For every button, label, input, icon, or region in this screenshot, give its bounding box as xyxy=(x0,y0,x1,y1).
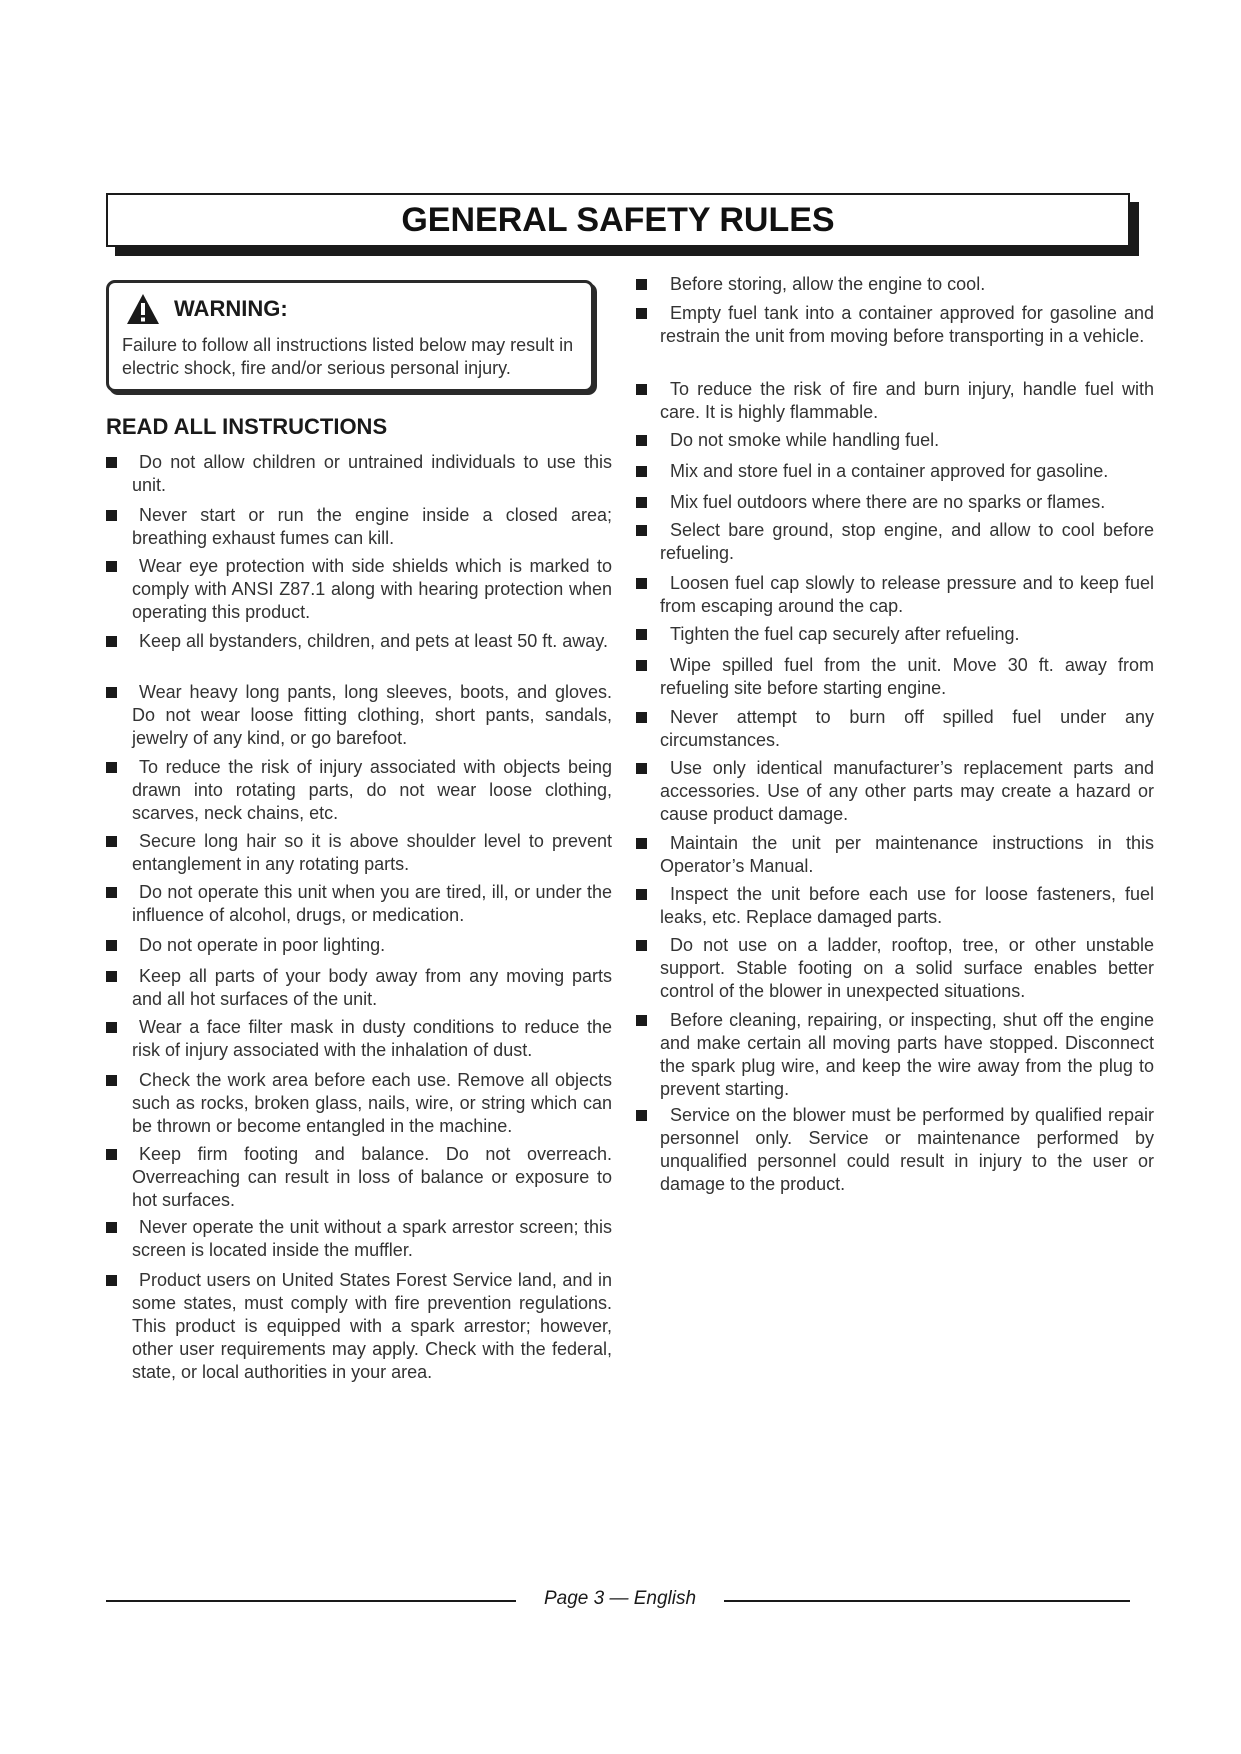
rule-item xyxy=(636,1009,1154,1101)
rule-item xyxy=(106,1216,612,1262)
rule-text: Wear heavy long pants, long sleeves, boots, and gloves. Do not wear loose fitting clothing, short pants, sandals, jewelry of any kind, or go barefoot. xyxy=(132,682,612,748)
rule-text: Inspect the unit before each use for loose fasteners, fuel leaks, etc. Replace damaged parts. xyxy=(660,884,1154,927)
rule-item xyxy=(636,1104,1154,1196)
square-bullet-icon xyxy=(636,466,647,477)
square-bullet-icon xyxy=(636,838,647,849)
rule-text: Do not allow children or untrained individuals to use this unit. xyxy=(132,452,612,495)
page-title: GENERAL SAFETY RULES xyxy=(401,200,835,239)
rule-item xyxy=(636,378,1154,424)
square-bullet-icon xyxy=(636,497,647,508)
rule-item xyxy=(106,681,612,750)
square-bullet-icon xyxy=(636,712,647,723)
rule-text: Wear eye protection with side shields which is marked to comply with ANSI Z87.1 along with hearing protection when operating this product. xyxy=(132,556,612,622)
section-heading: READ ALL INSTRUCTIONS xyxy=(106,414,388,439)
square-bullet-icon xyxy=(106,836,117,847)
rule-item xyxy=(636,832,1154,878)
square-bullet-icon xyxy=(106,1075,117,1086)
rule-item xyxy=(106,965,612,1011)
rule-item xyxy=(106,1269,612,1384)
square-bullet-icon xyxy=(106,1149,117,1160)
square-bullet-icon xyxy=(636,578,647,589)
rule-item xyxy=(636,934,1154,1003)
rule-item xyxy=(636,654,1154,700)
rule-text: Never start or run the engine inside a closed area; breathing exhaust fumes can kill. xyxy=(132,505,612,548)
rule-item xyxy=(106,630,612,653)
square-bullet-icon xyxy=(106,636,117,647)
square-bullet-icon xyxy=(106,1222,117,1233)
rule-item xyxy=(106,504,612,550)
square-bullet-icon xyxy=(636,525,647,536)
warning-box xyxy=(106,280,594,392)
rule-text: Keep firm footing and balance. Do not overreach. Overreaching can result in loss of balance or exposure to hot surfaces. xyxy=(132,1144,612,1210)
rule-text: Product users on United States Forest Service land, and in some states, must comply with fire prevention regulations. This product is equipped with a spark arrestor; however, other user requirements may apply. Check with the federal, state, or local authorities in your area. xyxy=(132,1270,612,1382)
square-bullet-icon xyxy=(106,510,117,521)
footer-rule-right xyxy=(724,1600,1130,1602)
footer-rule-left xyxy=(106,1600,516,1602)
square-bullet-icon xyxy=(636,384,647,395)
rule-item xyxy=(106,451,612,497)
square-bullet-icon xyxy=(106,1275,117,1286)
rule-text: Mix fuel outdoors where there are no sparks or flames. xyxy=(670,492,1106,512)
warning-text: Failure to follow all instructions listed below may result in electric shock, fire and/or serious personal injury. xyxy=(122,335,574,378)
rule-text: Keep all parts of your body away from any moving parts and all hot surfaces of the unit. xyxy=(132,966,612,1009)
rule-item xyxy=(636,706,1154,752)
rule-item xyxy=(106,1016,612,1062)
square-bullet-icon xyxy=(636,940,647,951)
warning-title: WARNING: xyxy=(174,296,288,321)
square-bullet-icon xyxy=(636,279,647,290)
rule-item xyxy=(636,429,1154,452)
rule-text: Select bare ground, stop engine, and allow to cool before refueling. xyxy=(660,520,1154,563)
square-bullet-icon xyxy=(636,435,647,446)
rule-item xyxy=(106,934,612,957)
rule-text: Service on the blower must be performed by qualified repair personnel only. Service or maintenance performed by unqualified personnel could result in injury to the user or damage to the product. xyxy=(660,1105,1154,1194)
rule-item xyxy=(106,555,612,624)
rule-text: Mix and store fuel in a container approved for gasoline. xyxy=(670,461,1109,481)
rule-text: Empty fuel tank into a container approved for gasoline and restrain the unit from moving before transporting in a vehicle. xyxy=(660,303,1154,346)
rule-text: Do not operate this unit when you are tired, ill, or under the influence of alcohol, drugs, or medication. xyxy=(132,882,612,925)
rule-item xyxy=(636,883,1154,929)
square-bullet-icon xyxy=(106,971,117,982)
rule-text: To reduce the risk of injury associated with objects being drawn into rotating parts, do not wear loose clothing, scarves, neck chains, etc. xyxy=(132,757,612,823)
rule-text: Before storing, allow the engine to cool. xyxy=(670,274,986,294)
rule-item xyxy=(106,1143,612,1212)
rule-text: Never attempt to burn off spilled fuel under any circumstances. xyxy=(660,707,1154,750)
warning-header xyxy=(122,291,579,327)
rule-text: Never operate the unit without a spark arrestor screen; this screen is located inside the muffler. xyxy=(132,1217,612,1260)
rule-text: To reduce the risk of fire and burn injury, handle fuel with care. It is highly flammable. xyxy=(660,379,1154,422)
square-bullet-icon xyxy=(636,308,647,319)
rule-item xyxy=(636,273,1154,296)
rule-text: Do not operate in poor lighting. xyxy=(139,935,386,955)
rule-text: Loosen fuel cap slowly to release pressure and to keep fuel from escaping around the cap. xyxy=(660,573,1154,616)
square-bullet-icon xyxy=(636,660,647,671)
rule-text: Do not smoke while handling fuel. xyxy=(670,430,940,450)
square-bullet-icon xyxy=(106,762,117,773)
rule-item xyxy=(106,881,612,927)
rule-item xyxy=(636,491,1154,514)
rule-text: Check the work area before each use. Remove all objects such as rocks, broken glass, nails, wire, or string which can be thrown or become entangled in the machine. xyxy=(132,1070,612,1136)
square-bullet-icon xyxy=(106,687,117,698)
rule-text: Maintain the unit per maintenance instructions in this Operator’s Manual. xyxy=(660,833,1154,876)
square-bullet-icon xyxy=(106,940,117,951)
rule-text: Wipe spilled fuel from the unit. Move 30 ft. away from refueling site before starting engine. xyxy=(660,655,1154,698)
square-bullet-icon xyxy=(636,889,647,900)
rule-text: Tighten the fuel cap securely after refueling. xyxy=(670,624,1020,644)
warning-triangle-icon xyxy=(126,293,160,325)
rule-text: Before cleaning, repairing, or inspecting, shut off the engine and make certain all moving parts have stopped. Disconnect the spark plug wire, and keep the wire away from the plug to prevent starting. xyxy=(660,1010,1154,1099)
square-bullet-icon xyxy=(636,763,647,774)
rule-item xyxy=(636,757,1154,826)
square-bullet-icon xyxy=(636,1110,647,1121)
page-footer: Page 3 — English xyxy=(543,1588,697,1609)
rule-item xyxy=(106,830,612,876)
rule-text: Secure long hair so it is above shoulder level to prevent entanglement in any rotating parts. xyxy=(132,831,612,874)
rule-text: Wear a face filter mask in dusty conditions to reduce the risk of injury associated with the inhalation of dust. xyxy=(132,1017,612,1060)
square-bullet-icon xyxy=(106,561,117,572)
rule-item xyxy=(636,572,1154,618)
page-title-box xyxy=(106,193,1130,247)
square-bullet-icon xyxy=(636,1015,647,1026)
rule-item xyxy=(106,1069,612,1138)
square-bullet-icon xyxy=(106,1022,117,1033)
rule-item xyxy=(636,623,1154,646)
rule-item xyxy=(106,756,612,825)
square-bullet-icon xyxy=(106,887,117,898)
rule-text: Use only identical manufacturer’s replacement parts and accessories. Use of any other parts may create a hazard or cause product damage. xyxy=(660,758,1154,824)
rule-item xyxy=(636,519,1154,565)
rule-text: Do not use on a ladder, rooftop, tree, or other unstable support. Stable footing on a solid surface enables better control of the blower in unexpected situations. xyxy=(660,935,1154,1001)
rule-item xyxy=(636,302,1154,348)
square-bullet-icon xyxy=(106,457,117,468)
square-bullet-icon xyxy=(636,629,647,640)
rule-item xyxy=(636,460,1154,483)
rule-text: Keep all bystanders, children, and pets at least 50 ft. away. xyxy=(139,631,608,651)
